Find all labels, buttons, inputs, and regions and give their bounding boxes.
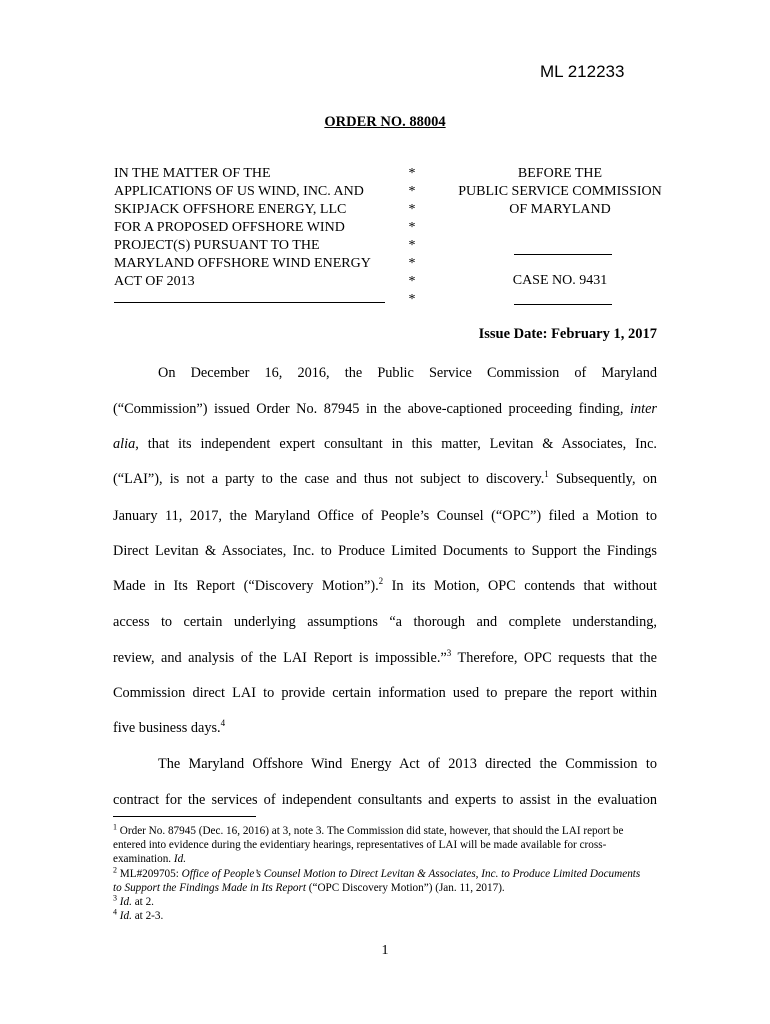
body-text (113, 364, 657, 382)
footnote-2: $^2$ ML#209705: Office of People’s Counsel Motion to Direct Levitan & Associates, Inc. to Produce Limited Documents to Support the Findings Made in Its Report (“OPC Discovery Motion”) (Jan. 11, 2017). (113, 864, 641, 894)
text-line: (“LAI”), is not a party to the case and thus not subject to discovery.$^1$ Subsequently, on (113, 469, 657, 487)
court-designation: BEFORE THE PUBLIC SERVICE COMMISSION OF MARYLAND (458, 166, 662, 217)
caption-divider-stars: * * * * * * * * (408, 166, 416, 307)
text-line: Made in Its Report (“Discovery Motion”).$^2$ In its Motion, OPC contends that without (113, 576, 658, 594)
caption-line: IN THE MATTER OF THE (114, 166, 271, 181)
text-line: access to certain underlying assumptions “a thorough and complete understanding, (113, 614, 657, 630)
blank-line (514, 254, 612, 255)
text-line: review, and analysis of the LAI Report is impossible.”$^3$ Therefore, OPC requests that the (113, 648, 657, 666)
footnote-1: $^1$ Order No. 87945 (Dec. 16, 2016) at 3, note 3. The Commission did state, however, that should the LAI report be entered into evidence during the evidentiary hearings, representatives of LAI will be made available for cross-examination. Id. (113, 822, 624, 866)
caption-line: APPLICATIONS OF US WIND, INC. AND (114, 184, 364, 199)
caption-line: PROJECT(S) PURSUANT TO THE (114, 238, 320, 253)
footnote-ref: 1 (544, 469, 549, 480)
footnotes (113, 824, 643, 923)
caption-line: ACT OF 2013 (114, 274, 195, 289)
caption-line: SKIPJACK OFFSHORE ENERGY, LLC (114, 202, 347, 217)
text-line: contract for the services of independent consultants and experts to assist in the evaluation (113, 792, 657, 808)
page-number: 1 (381, 943, 389, 958)
footnote-4: $^4$ Id. at 2-3. (113, 907, 164, 923)
text-line: January 11, 2017, the Maryland Office of People’s Counsel (“OPC”) filed a Motion to (113, 508, 657, 524)
ml-number: ML 212233 (540, 62, 625, 81)
footnote-divider (113, 816, 256, 817)
caption-line: FOR A PROPOSED OFFSHORE WIND (114, 220, 345, 235)
issue-date: Issue Date: February 1, 2017 (478, 326, 657, 342)
text-line: Direct Levitan & Associates, Inc. to Produce Limited Documents to Support the Findings (113, 543, 657, 559)
footnote-ref: 4 (220, 718, 226, 729)
text-line: Commission direct LAI to provide certain information used to prepare the report within (113, 685, 657, 701)
text-line: alia, that its independent expert consultant in this matter, Levitan & Associates, Inc. (113, 436, 657, 452)
text-line: On December 16, 2016, the Public Service Commission of Maryland (158, 365, 657, 381)
blank-line (514, 304, 612, 305)
footnote-3: $^3$ Id. at 2. (113, 893, 154, 909)
footnote-ref: 2 (378, 576, 384, 587)
text-line: The Maryland Offshore Wind Energy Act of 2013 directed the Commission to (158, 756, 657, 772)
case-number: CASE NO. 9431 (512, 273, 608, 288)
footnote-ref: 3 (446, 648, 452, 659)
text-line: five business days.$^4$ (113, 718, 226, 736)
case-caption (114, 165, 371, 291)
order-title: ORDER NO. 88004 (324, 114, 446, 130)
caption-line: MARYLAND OFFSHORE WIND ENERGY (114, 256, 371, 271)
caption-underline (114, 302, 385, 303)
text-line: (“Commission”) issued Order No. 87945 in the above-captioned proceeding finding, inter (113, 401, 657, 417)
